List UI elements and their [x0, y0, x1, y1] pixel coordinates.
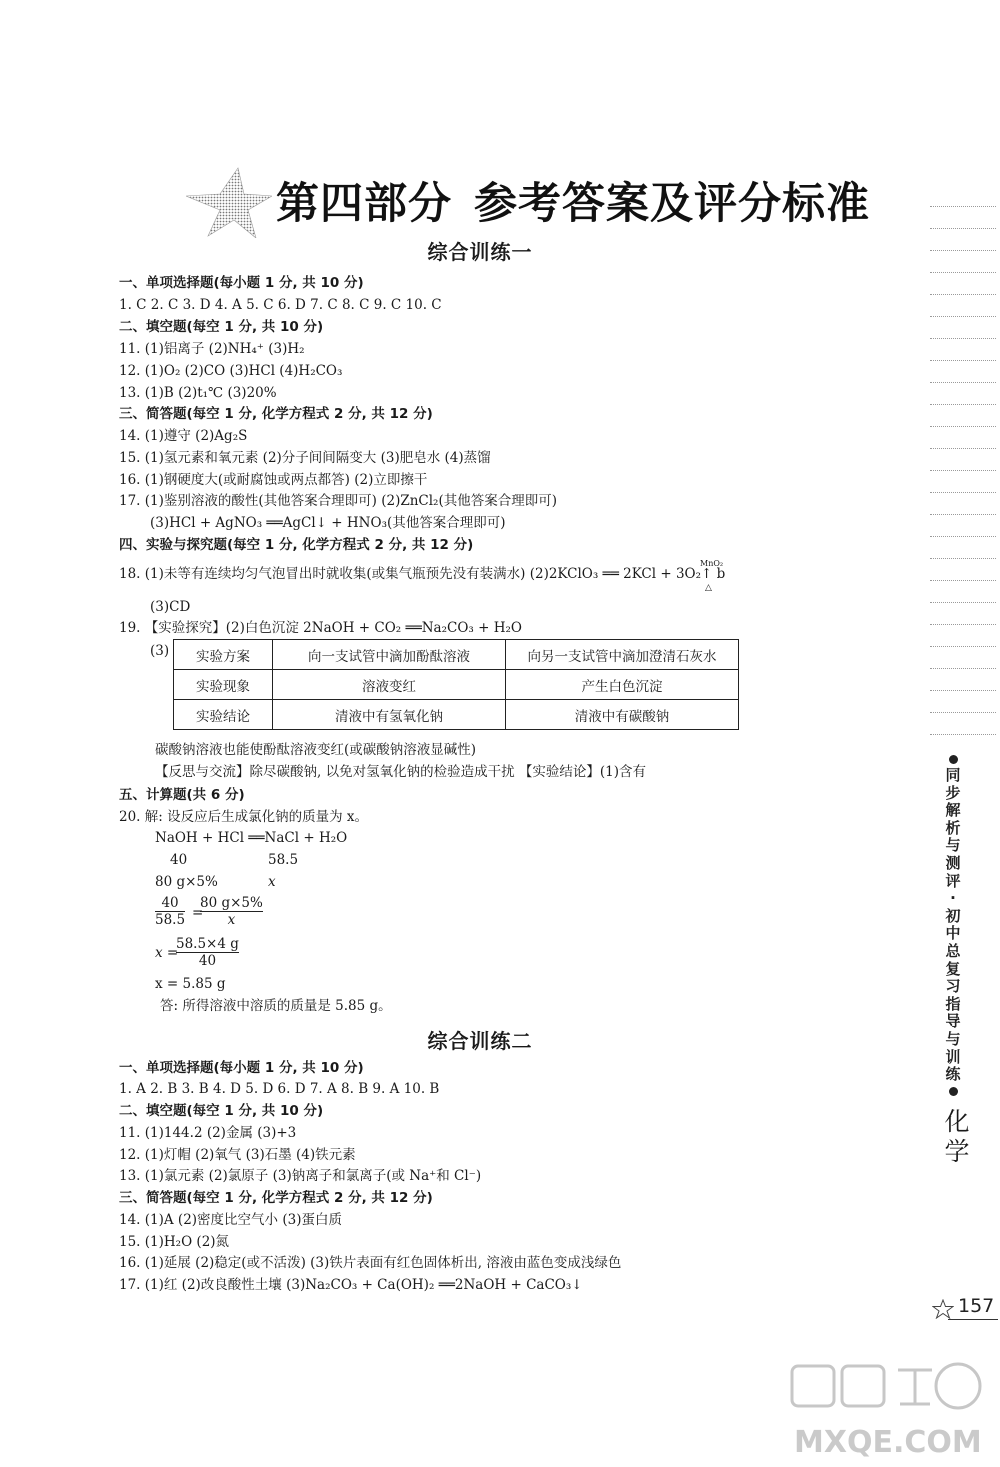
- equals: =: [192, 905, 204, 921]
- section-title: 综合训练一: [427, 240, 533, 264]
- margin-rule: [930, 448, 996, 449]
- answer-line: 13. (1)氯元素 (2)氯原子 (3)钠离子和氯离子(或 Na⁺和 Cl⁻): [119, 1168, 482, 1184]
- title-main: 参考答案及评分标准: [474, 179, 870, 229]
- margin-rule: [930, 536, 996, 537]
- page-number: 157: [958, 1295, 995, 1317]
- margin-rule: [930, 272, 996, 273]
- margin-rule: [930, 228, 996, 229]
- margin-rule: [930, 580, 996, 581]
- denominator: 40: [198, 953, 217, 969]
- page-title: [276, 170, 870, 231]
- equation-lhs: x =: [155, 945, 179, 961]
- margin-rule: [930, 338, 996, 339]
- table-cell: 向一支试管中滴加酚酞溶液: [273, 640, 506, 670]
- page-number-block: [930, 1294, 1000, 1322]
- watermark-logo: [778, 1360, 996, 1460]
- margin-rule: [930, 624, 996, 625]
- fraction: [176, 936, 239, 969]
- table-cell: 溶液变红: [273, 670, 506, 700]
- heading: 二、填空题(每空 1 分, 共 10 分): [119, 319, 324, 335]
- margin-rule: [930, 646, 996, 647]
- heading: 三、简答题(每空 1 分, 化学方程式 2 分, 共 12 分): [119, 406, 433, 422]
- bullet-icon: [949, 755, 958, 764]
- divider: [948, 1319, 998, 1320]
- answer-line: 1. A 2. B 3. B 4. D 5. D 6. D 7. A 8. B 9. A 10. B: [119, 1081, 440, 1097]
- answer-line: 13. (1)B (2)t₁℃ (3)20%: [119, 385, 277, 401]
- table-cell: 向另一支试管中滴加澄清石灰水: [506, 640, 739, 670]
- fraction: [155, 895, 185, 928]
- answer-line: 11. (1)144.2 (2)金属 (3)+3: [119, 1125, 297, 1141]
- denominator: x: [227, 912, 236, 928]
- bullet-icon: [949, 1087, 958, 1096]
- answer-line: 17. (1)鉴别溶液的酸性(其他答案合理即可) (2)ZnCl₂(其他答案合理即可): [119, 493, 557, 509]
- margin-rule: [930, 690, 996, 691]
- answer-line: 12. (1)灯帽 (2)氧气 (3)石墨 (4)铁元素: [119, 1147, 356, 1163]
- answer-line: 20. 解: 设反应后生成氯化钠的质量为 x。: [119, 809, 369, 825]
- catalyst-label: MnO₂: [700, 559, 724, 568]
- table-row: [174, 700, 739, 730]
- table-cell: 产生白色沉淀: [506, 670, 739, 700]
- margin-rule: [930, 734, 996, 735]
- margin-rule: [930, 404, 996, 405]
- answer-line: (3)HCl + AgNO₃ ══AgCl↓ + HNO₃(其他答案合理即可): [150, 515, 506, 531]
- answer-line: 12. (1)O₂ (2)CO (3)HCl (4)H₂CO₃: [119, 363, 343, 379]
- subject-label: 化 学: [944, 1107, 970, 1166]
- margin-rule: [930, 294, 996, 295]
- table-cell: 清液中有氢氧化钠: [273, 700, 506, 730]
- answer-line: 11. (1)铝离子 (2)NH₄⁺ (3)H₂: [119, 341, 305, 357]
- numerator: 80 g×5%: [200, 895, 263, 911]
- answer-line: 19. 【实验探究】(2)白色沉淀 2NaOH + CO₂ ══Na₂CO₃ + H₂O: [119, 620, 522, 636]
- margin-rule: [930, 206, 996, 207]
- mass-value: x: [268, 874, 276, 890]
- equation-line: NaOH + HCl ══NaCl + H₂O: [155, 830, 348, 846]
- experiment-table: [173, 639, 739, 730]
- mass-value: 40: [170, 852, 188, 868]
- margin-rule: [930, 382, 996, 383]
- section-title: 综合训练二: [427, 1029, 533, 1053]
- margin-rule: [930, 514, 996, 515]
- margin-rule: [930, 316, 996, 317]
- heading: 一、单项选择题(每小题 1 分, 共 10 分): [119, 275, 364, 291]
- table-cell: 实验结论: [174, 700, 273, 730]
- answer-line: 18. (1)未等有连续均匀气泡冒出时就收集(或集气瓶预先没有装满水) (2)2KClO₃ ══ 2KCl + 3O₂↑ b: [119, 566, 726, 582]
- answer-line: 15. (1)氢元素和氧元素 (2)分子间间隔变大 (3)肥皂水 (4)蒸馏: [119, 450, 491, 466]
- heading: 二、填空题(每空 1 分, 共 10 分): [119, 1103, 324, 1119]
- margin-rule: [930, 360, 996, 361]
- answer-line: 16. (1)钢硬度大(或耐腐蚀或两点都答) (2)立即擦干: [119, 472, 428, 488]
- answer-line: 16. (1)延展 (2)稳定(或不活泼) (3)铁片表面有红色固体析出, 溶液由蓝色变成浅绿色: [119, 1255, 622, 1271]
- numerator: 58.5×4 g: [176, 936, 239, 952]
- numerator: 40: [155, 895, 185, 912]
- margin-rule: [930, 668, 996, 669]
- table-row: [174, 670, 739, 700]
- answer-line: 碳酸钠溶液也能使酚酞溶液变红(或碳酸钠溶液显碱性): [155, 742, 477, 758]
- margin-rule: [930, 250, 996, 251]
- heading: 四、实验与探究题(每空 1 分, 化学方程式 2 分, 共 12 分): [119, 537, 474, 553]
- margin-rule: [930, 602, 996, 603]
- answer-line: 【反思与交流】除尽碳酸钠, 以免对氢氧化钠的检验造成干扰 【实验结论】(1)含有: [155, 764, 646, 780]
- answer-line: 14. (1)A (2)密度比空气小 (3)蛋白质: [119, 1212, 342, 1228]
- denominator: 58.5: [155, 912, 186, 928]
- fraction: [200, 895, 263, 928]
- answer-line: 答: 所得溶液中溶质的质量是 5.85 g。: [160, 998, 392, 1014]
- answer-line: 14. (1)遵守 (2)Ag₂S: [119, 428, 248, 444]
- margin-rule: [930, 492, 996, 493]
- heading: 五、计算题(共 6 分): [119, 787, 245, 803]
- series-title: [943, 752, 963, 1099]
- answer-line: x = 5.85 g: [155, 976, 226, 992]
- answer-line: 17. (1)红 (2)改良酸性土壤 (3)Na₂CO₃ + Ca(OH)₂ ══2NaOH + CaCO₃↓: [119, 1277, 583, 1293]
- answer-line: 1. C 2. C 3. D 4. A 5. C 6. D 7. C 8. C 9. C 10. C: [119, 297, 442, 313]
- mass-value: 58.5: [268, 852, 299, 868]
- title-part: 第四部分: [276, 179, 452, 229]
- answer-line: (3)CD: [150, 599, 191, 615]
- table-cell: 清液中有碳酸钠: [506, 700, 739, 730]
- heading: 三、简答题(每空 1 分, 化学方程式 2 分, 共 12 分): [119, 1190, 433, 1206]
- heat-label: △: [705, 583, 712, 593]
- margin-rule: [930, 712, 996, 713]
- answer-line: 15. (1)H₂O (2)氮: [119, 1234, 230, 1250]
- star-icon: [932, 1299, 954, 1319]
- mass-value: 80 g×5%: [155, 874, 218, 890]
- star-icon: [186, 166, 272, 238]
- watermark-text: MXQE.COM: [794, 1425, 982, 1460]
- answer-line: (3): [150, 643, 170, 659]
- table-cell: 实验现象: [174, 670, 273, 700]
- series-text: 同 步 解 析 与 测 评 · 初 中 总 复 习 指 导 与 训 练: [945, 766, 961, 1084]
- margin-rule: [930, 558, 996, 559]
- heading: 一、单项选择题(每小题 1 分, 共 10 分): [119, 1060, 364, 1076]
- margin-rule: [930, 426, 996, 427]
- table-cell: 实验方案: [174, 640, 273, 670]
- table-row: [174, 640, 739, 670]
- margin-rule: [930, 470, 996, 471]
